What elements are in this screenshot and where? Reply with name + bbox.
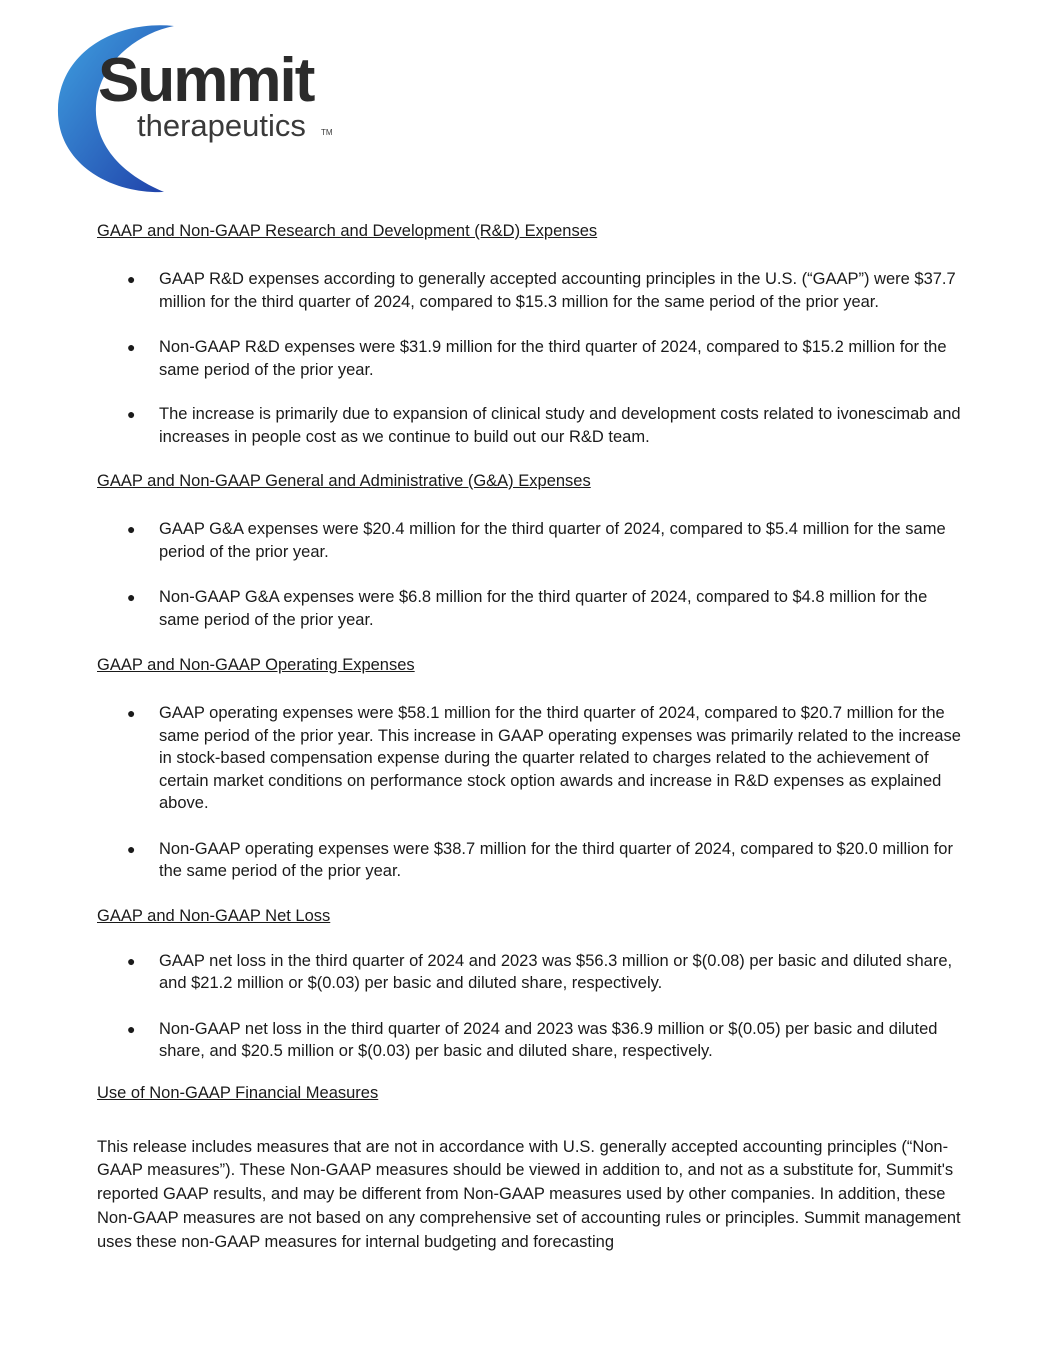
bullet-icon: ● <box>127 406 136 422</box>
non-gaap-paragraph: This release includes measures that are not in accordance with U.S. generally accepted accounting principles (“Non-GAAP measures”). These Non-GAAP measures should be viewed in addition to, and not as a substitute for, Summit's reported GAAP results, and may be different from Non-GAAP measures used by other companies. In addition, these Non-GAAP measures are not based on any comprehensive set of accounting rules or principles. Summit management uses these non-GAAP measures for internal budgeting and forecasting <box>97 1137 961 1251</box>
list-item-text: Non-GAAP R&D expenses were $31.9 million for the third quarter of 2024, compared to $15.2 million for the same period of the prior year. <box>159 338 947 379</box>
list-item-text: Non-GAAP G&A expenses were $6.8 million for the third quarter of 2024, compared to $4.8 million for the same period of the prior year. <box>159 588 928 629</box>
section-heading-rd: GAAP and Non-GAAP Research and Development (R&D) Expenses <box>97 222 598 240</box>
list-item-text: GAAP R&D expenses according to generally accepted accounting principles in the U.S. (“GAAP”) were $37.7 million for the third quarter of 2024, compared to $15.3 million for the same period of the prior year. <box>159 270 956 311</box>
ga-bullet-list <box>97 518 967 631</box>
list-item <box>97 403 967 448</box>
bullet-icon: ● <box>127 521 136 537</box>
logo-wordmark: Summit <box>98 46 314 115</box>
list-item-text: GAAP net loss in the third quarter of 2024 and 2023 was $56.3 million or $(0.08) per basic and diluted share, and $21.2 million or $(0.03) per basic and diluted share, respectively. <box>159 951 953 992</box>
list-item-text: Non-GAAP operating expenses were $38.7 million for the third quarter of 2024, compared to $20.0 million for the same period of the prior year. <box>159 839 953 880</box>
list-item <box>97 950 967 995</box>
logo-subtitle: therapeutics <box>137 108 306 143</box>
list-item-text: Non-GAAP net loss in the third quarter of 2024 and 2023 was $36.9 million or $(0.05) per basic and diluted share, and $20.5 million or $(0.03) per basic and diluted share, respectively. <box>159 1019 938 1060</box>
section-heading-ga: GAAP and Non-GAAP General and Administrative (G&A) Expenses <box>97 472 591 490</box>
bullet-icon: ● <box>127 271 136 287</box>
bullet-icon: ● <box>127 952 136 969</box>
bullet-icon: ● <box>127 339 136 355</box>
list-item <box>97 268 967 313</box>
list-item-text: The increase is primarily due to expansion of clinical study and development costs related to ivonescimab and increases in people cost as we continue to build out our R&D team. <box>159 405 961 446</box>
list-item <box>97 702 967 815</box>
list-item <box>97 336 967 381</box>
bullet-icon: ● <box>127 1020 136 1037</box>
opex-bullet-list <box>97 702 967 883</box>
list-item-text: GAAP operating expenses were $58.1 million for the third quarter of 2024, compared to $20.7 million for the same period of the prior year. This increase in GAAP operating expenses was primarily related to the increase in stock-based compensation expense during the quarter related to charges related to the achievement of certain market conditions on performance stock option awards and increase in R&D expenses as explained above. <box>159 704 961 812</box>
bullet-icon: ● <box>127 705 136 721</box>
list-item <box>97 1018 967 1063</box>
section-heading-net-loss: GAAP and Non-GAAP Net Loss <box>97 906 331 925</box>
rd-bullet-list <box>97 268 967 448</box>
list-item <box>97 838 967 883</box>
bullet-icon: ● <box>127 589 136 605</box>
logo-trademark: TM <box>321 128 333 137</box>
document-body <box>97 220 967 1254</box>
bullet-icon: ● <box>127 840 136 857</box>
section-heading-non-gaap: Use of Non-GAAP Financial Measures <box>97 1083 379 1102</box>
section-heading-opex: GAAP and Non-GAAP Operating Expenses <box>97 656 415 674</box>
list-item <box>97 586 967 631</box>
company-logo <box>56 22 346 194</box>
list-item-text: GAAP G&A expenses were $20.4 million for the third quarter of 2024, compared to $5.4 million for the same period of the prior year. <box>159 520 946 561</box>
list-item <box>97 518 967 563</box>
net-loss-bullet-list <box>97 950 967 1063</box>
